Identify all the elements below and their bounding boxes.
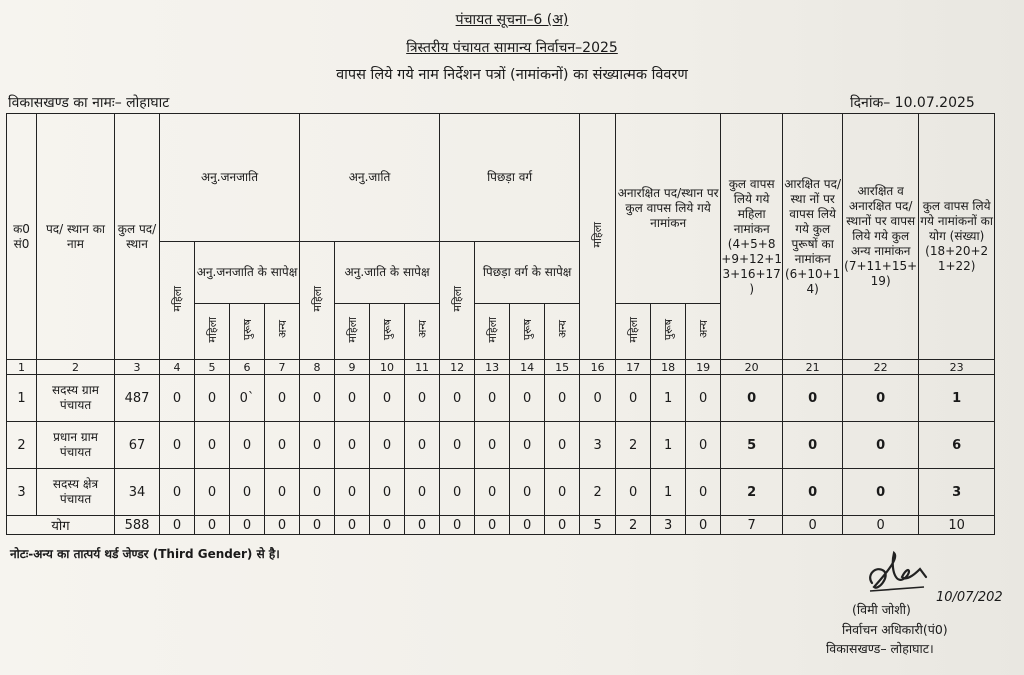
cell-c12: 0 (440, 469, 475, 516)
col11-header: अन्य (405, 304, 440, 360)
cell-c6: 0` (230, 375, 265, 422)
col20-header: कुल वापस लिये गये महिला नामांकन (4+5+8 +9+12+1 3+16+17 ) (721, 114, 783, 360)
officer-name: (विमी जोशी) (852, 602, 911, 617)
cell-c19: 0 (686, 422, 721, 469)
col-post-header: पद/ स्थान का नाम (37, 114, 115, 360)
cell-c21: 0 (783, 469, 843, 516)
row-serial: 1 (7, 375, 37, 422)
column-number: 9 (335, 360, 370, 375)
cell-c15: 0 (545, 375, 580, 422)
row-post-name: सदस्य क्षेत्र पंचायत (37, 469, 115, 516)
col-serial-header: क0 सं0 (7, 114, 37, 360)
cell-c3: 67 (115, 422, 160, 469)
election-title: त्रिस्तरीय पंचायत सामान्य निर्वाचन–2025 (406, 40, 618, 56)
cell-c9: 0 (335, 375, 370, 422)
cell-c10: 0 (370, 422, 405, 469)
total-c5: 0 (195, 516, 230, 535)
cell-c12: 0 (440, 375, 475, 422)
withdrawal-table (6, 113, 995, 535)
total-c10: 0 (370, 516, 405, 535)
column-number: 11 (405, 360, 440, 375)
cell-c18: 1 (651, 422, 686, 469)
col-total-posts-header: कुल पद/ स्थान (115, 114, 160, 360)
cell-c21: 0 (783, 422, 843, 469)
col10-header: पुरूष (370, 304, 405, 360)
cell-c20: 5 (721, 422, 783, 469)
total-c4: 0 (160, 516, 195, 535)
obc-group-header: पिछड़ा वर्ग (440, 114, 580, 242)
col5-header: महिला (195, 304, 230, 360)
cell-c18: 1 (651, 375, 686, 422)
col19-header: अन्य (686, 304, 721, 360)
cell-c4: 0 (160, 469, 195, 516)
row-serial: 3 (7, 469, 37, 516)
notice-date: दिनांक– 10.07.2025 (850, 95, 975, 111)
total-c14: 0 (510, 516, 545, 535)
cell-c8: 0 (300, 469, 335, 516)
column-number: 6 (230, 360, 265, 375)
cell-c20: 0 (721, 375, 783, 422)
cell-c8: 0 (300, 422, 335, 469)
col15-header: अन्य (545, 304, 580, 360)
column-number: 19 (686, 360, 721, 375)
col13-header: महिला (475, 304, 510, 360)
signature-scrawl (862, 547, 942, 603)
unreserved-header: अनारक्षित पद/स्थान पर कुल वापस लिये गये नामांकन (616, 114, 721, 304)
total-c21: 0 (783, 516, 843, 535)
table-row (7, 469, 995, 516)
cell-c15: 0 (545, 469, 580, 516)
total-c22: 0 (843, 516, 919, 535)
cell-c5: 0 (195, 422, 230, 469)
row-serial: 2 (7, 422, 37, 469)
total-c7: 0 (265, 516, 300, 535)
cell-c10: 0 (370, 469, 405, 516)
cell-c22: 0 (843, 422, 919, 469)
st-group-header: अनु.जनजाति (160, 114, 300, 242)
cell-c17: 0 (616, 375, 651, 422)
total-c8: 0 (300, 516, 335, 535)
column-number: 20 (721, 360, 783, 375)
obc-against-header: पिछड़ा वर्ग के सापेक्ष (475, 242, 580, 304)
cell-c9: 0 (335, 469, 370, 516)
total-c17: 2 (616, 516, 651, 535)
total-c20: 7 (721, 516, 783, 535)
column-number: 17 (616, 360, 651, 375)
cell-c6: 0 (230, 422, 265, 469)
statement-title: वापस लिये गये नाम निर्देशन पत्रों (नामांकनों) का संख्यात्मक विवरण (336, 67, 688, 83)
officer-block: विकासखण्ड– लोहाघाट। (826, 641, 934, 656)
footnote: नोटः-अन्य का तात्पर्य थर्ड जेण्डर (Third Gender) से है। (10, 547, 280, 561)
row-post-name: प्रधान ग्राम पंचायत (37, 422, 115, 469)
cell-c16: 3 (580, 422, 616, 469)
total-c6: 0 (230, 516, 265, 535)
table-row (7, 422, 995, 469)
total-label: योग (7, 516, 115, 535)
block-name: विकासखण्ड का नामः– लोहाघाट (8, 95, 170, 111)
cell-c14: 0 (510, 375, 545, 422)
total-c11: 0 (405, 516, 440, 535)
column-number: 1 (7, 360, 37, 375)
cell-c14: 0 (510, 422, 545, 469)
total-c9: 0 (335, 516, 370, 535)
col4-woman-header: महिला (160, 242, 195, 360)
col6-header: पुरूष (230, 304, 265, 360)
sc-against-header: अनु.जाति के सापेक्ष (335, 242, 440, 304)
column-number: 2 (37, 360, 115, 375)
column-number-row (7, 360, 995, 375)
col14-header: पुरूष (510, 304, 545, 360)
column-number: 13 (475, 360, 510, 375)
column-number: 15 (545, 360, 580, 375)
row-post-name: सदस्य ग्राम पंचायत (37, 375, 115, 422)
cell-c7: 0 (265, 375, 300, 422)
col21-header: आरक्षित पद/स्था नों पर वापस लिये गये कुल पुरूषों का नामांकन (6+10+1 4) (783, 114, 843, 360)
cell-c20: 2 (721, 469, 783, 516)
total-c15: 0 (545, 516, 580, 535)
total-c13: 0 (475, 516, 510, 535)
cell-c11: 0 (405, 375, 440, 422)
cell-c14: 0 (510, 469, 545, 516)
total-c12: 0 (440, 516, 475, 535)
col18-header: पुरूष (651, 304, 686, 360)
column-number: 5 (195, 360, 230, 375)
notice-number: पंचायत सूचना–6 (अ) (455, 12, 569, 28)
cell-c4: 0 (160, 375, 195, 422)
column-number: 10 (370, 360, 405, 375)
cell-c13: 0 (475, 469, 510, 516)
officer-designation: निर्वाचन अधिकारी(पं0) (842, 622, 948, 637)
cell-c19: 0 (686, 469, 721, 516)
col23-header: कुल वापस लिये गये नामांकनों का योग (संख्या) (18+20+2 1+22) (919, 114, 995, 360)
column-number: 4 (160, 360, 195, 375)
column-number: 16 (580, 360, 616, 375)
col9-header: महिला (335, 304, 370, 360)
handwritten-date: 10/07/202 (936, 590, 1003, 605)
cell-c3: 487 (115, 375, 160, 422)
cell-c18: 1 (651, 469, 686, 516)
cell-c22: 0 (843, 375, 919, 422)
cell-c23: 1 (919, 375, 995, 422)
cell-c8: 0 (300, 375, 335, 422)
cell-c13: 0 (475, 422, 510, 469)
cell-c9: 0 (335, 422, 370, 469)
column-number: 8 (300, 360, 335, 375)
total-row (7, 516, 995, 535)
column-number: 18 (651, 360, 686, 375)
column-number: 3 (115, 360, 160, 375)
total-c3: 588 (115, 516, 160, 535)
total-c23: 10 (919, 516, 995, 535)
cell-c7: 0 (265, 422, 300, 469)
cell-c3: 34 (115, 469, 160, 516)
column-number: 7 (265, 360, 300, 375)
col16-woman-header: महिला (580, 114, 616, 360)
total-c16: 5 (580, 516, 616, 535)
column-number: 21 (783, 360, 843, 375)
cell-c7: 0 (265, 469, 300, 516)
cell-c16: 0 (580, 375, 616, 422)
cell-c11: 0 (405, 422, 440, 469)
total-c18: 3 (651, 516, 686, 535)
col12-woman-header: महिला (440, 242, 475, 360)
table-row (7, 375, 995, 422)
cell-c5: 0 (195, 375, 230, 422)
col17-header: महिला (616, 304, 651, 360)
cell-c23: 3 (919, 469, 995, 516)
cell-c17: 2 (616, 422, 651, 469)
column-number: 14 (510, 360, 545, 375)
cell-c13: 0 (475, 375, 510, 422)
cell-c10: 0 (370, 375, 405, 422)
column-number: 23 (919, 360, 995, 375)
cell-c6: 0 (230, 469, 265, 516)
col8-woman-header: महिला (300, 242, 335, 360)
cell-c21: 0 (783, 375, 843, 422)
cell-c16: 2 (580, 469, 616, 516)
cell-c23: 6 (919, 422, 995, 469)
cell-c17: 0 (616, 469, 651, 516)
cell-c4: 0 (160, 422, 195, 469)
cell-c5: 0 (195, 469, 230, 516)
sc-group-header: अनु.जाति (300, 114, 440, 242)
cell-c12: 0 (440, 422, 475, 469)
col22-header: आरक्षित व अनारक्षित पद/स्थानों पर वापस लिये गये कुल अन्य नामांकन (7+11+15+ 19) (843, 114, 919, 360)
col7-header: अन्य (265, 304, 300, 360)
column-number: 22 (843, 360, 919, 375)
st-against-header: अनु.जनजाति के सापेक्ष (195, 242, 300, 304)
total-c19: 0 (686, 516, 721, 535)
cell-c15: 0 (545, 422, 580, 469)
cell-c11: 0 (405, 469, 440, 516)
cell-c19: 0 (686, 375, 721, 422)
cell-c22: 0 (843, 469, 919, 516)
column-number: 12 (440, 360, 475, 375)
